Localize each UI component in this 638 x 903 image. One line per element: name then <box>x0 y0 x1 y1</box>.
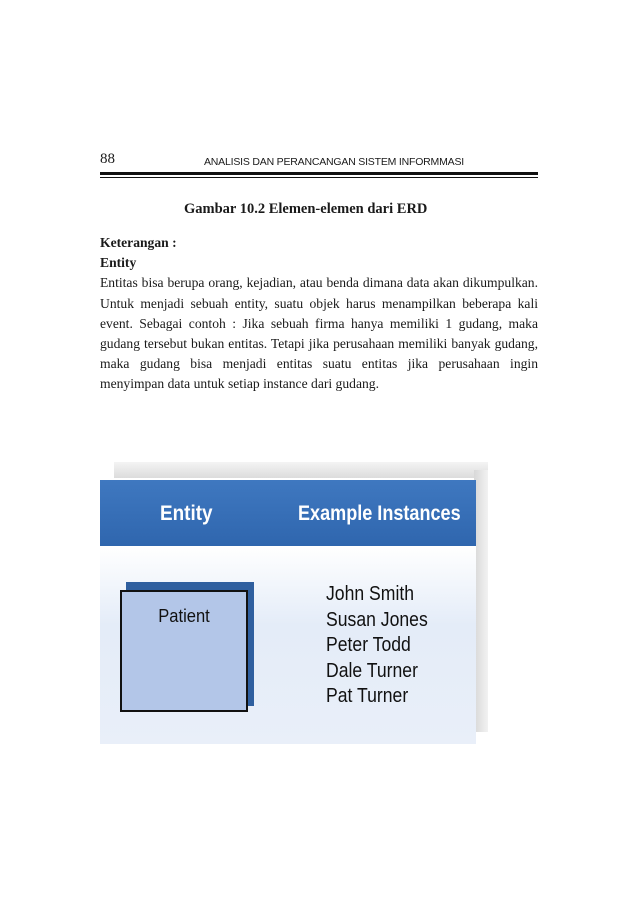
entity-box <box>120 590 248 712</box>
figure-shadow-top <box>114 462 488 478</box>
instance-item: Dale Turner <box>326 659 418 682</box>
keterangan-heading: Keterangan : <box>100 235 177 250</box>
figure-caption: Gambar 10.2 Elemen-elemen dari ERD <box>184 201 428 217</box>
figure-shadow-right <box>474 470 488 732</box>
entity-heading: Entity <box>100 255 137 271</box>
entity-paragraph: Entitas bisa berupa orang, kejadian, atau benda dimana data akan dikumpulkan. Untuk menjadi sebuah entity, suatu objek harus menampilkan beberapa kali event. Sebagai contoh : Jika sebuah firma hanya memiliki 1 gudang, maka gudang tersebut bukan entitas. Tetapi jika perusahaan memiliki banyak gudang, maka gudang bisa menjadi entitas suatu entitas jika perusahaan ingin menyimpan data untuk setiap instance dari gudang. <box>100 275 538 392</box>
instance-item: Pat Turner <box>326 685 409 707</box>
instance-item: John Smith <box>326 583 415 605</box>
page-number: 88 <box>100 151 115 167</box>
instance-item: Peter Todd <box>326 634 411 656</box>
instance-item: Susan Jones <box>326 608 428 631</box>
instance-list <box>326 582 442 710</box>
entity-name: Patient <box>158 606 210 626</box>
column-instances-label: Example Instances <box>298 502 461 525</box>
running-title: ANALISIS DAN PERANCANGAN SISTEM INFORMMASI <box>204 156 464 168</box>
body-text <box>100 233 538 395</box>
erd-entity-figure <box>100 462 490 744</box>
header-rule-thick <box>100 172 538 175</box>
page-header <box>100 150 538 172</box>
header-rule-thin <box>100 177 538 178</box>
column-entity-label: Entity <box>160 502 213 525</box>
